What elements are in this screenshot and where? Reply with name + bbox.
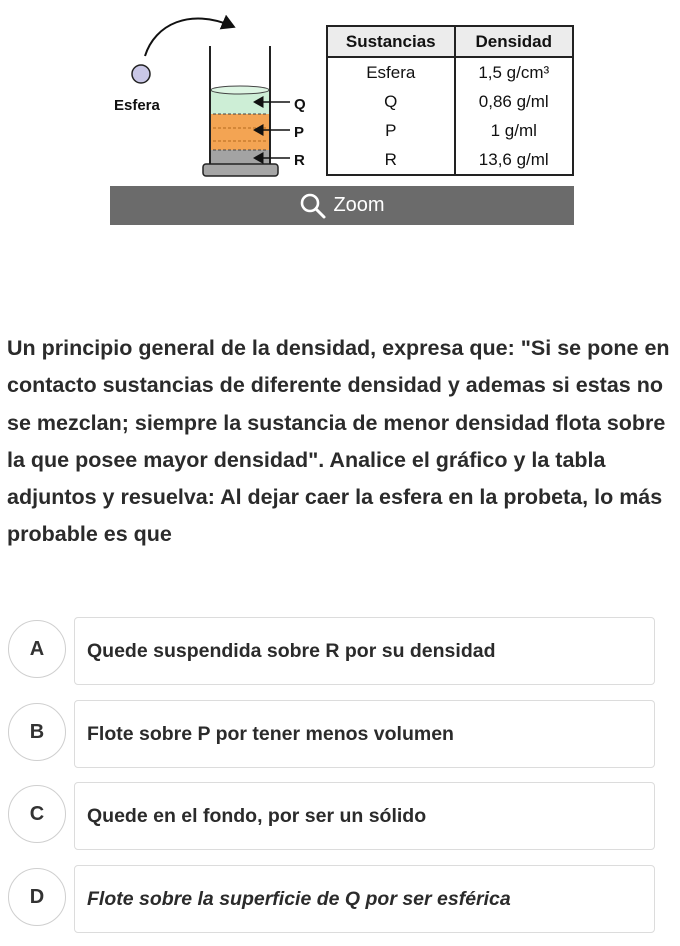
- option-text[interactable]: Quede en el fondo, por ser un sólido: [74, 782, 655, 850]
- figure: [110, 10, 574, 182]
- zoom-label: Zoom: [333, 194, 385, 216]
- cell-substance: P: [327, 116, 455, 145]
- cylinder-base: [203, 164, 278, 176]
- cell-density: 0,86 g/ml: [455, 87, 573, 116]
- cell-density: 13,6 g/ml: [455, 145, 573, 175]
- option-b[interactable]: [8, 700, 656, 770]
- search-icon: [299, 192, 327, 220]
- label-r: R: [294, 152, 305, 169]
- sphere: [132, 65, 150, 83]
- table-row: [327, 87, 573, 116]
- graduated-cylinder: [203, 46, 278, 176]
- option-letter[interactable]: C: [8, 785, 66, 843]
- density-diagram: [110, 10, 320, 182]
- label-p: P: [294, 124, 305, 141]
- option-letter[interactable]: B: [8, 703, 66, 761]
- table-header-row: [327, 26, 573, 57]
- layer-r: [211, 150, 269, 164]
- cell-substance: Q: [327, 87, 455, 116]
- option-letter[interactable]: D: [8, 868, 66, 926]
- cell-substance: R: [327, 145, 455, 175]
- option-c[interactable]: [8, 782, 656, 852]
- header-substances: Sustancias: [327, 26, 455, 57]
- layer-p: [211, 114, 269, 150]
- cell-substance: Esfera: [327, 57, 455, 87]
- question-text: Un principio general de la densidad, expresa que: "Si se pone en contacto sustancias de diferente densidad y ademas si estas no se mezclan; siempre la sustancia de menor densidad flota sobre la que posee mayor densidad". Analice el gráfico y la tabla adjuntos y resuelva: Al dejar caer la esfera en la probeta, lo más probable es que: [7, 336, 670, 547]
- option-a[interactable]: [8, 617, 656, 687]
- header-density: Densidad: [455, 26, 573, 57]
- zoom-button[interactable]: [110, 186, 574, 225]
- option-text[interactable]: Quede suspendida sobre R por su densidad: [74, 617, 655, 685]
- label-q: Q: [294, 96, 306, 113]
- table-row: [327, 116, 573, 145]
- density-table: [326, 25, 574, 176]
- option-letter[interactable]: A: [8, 620, 66, 678]
- option-text[interactable]: Flote sobre P por tener menos volumen: [74, 700, 655, 768]
- cell-density: 1 g/ml: [455, 116, 573, 145]
- cell-density: 1,5 g/cm³: [455, 57, 573, 87]
- table-row: [327, 145, 573, 175]
- sphere-label: Esfera: [114, 97, 160, 114]
- option-text[interactable]: Flote sobre la superficie de Q por ser esférica: [74, 865, 655, 933]
- option-d[interactable]: [8, 865, 656, 935]
- table-row: [327, 57, 573, 87]
